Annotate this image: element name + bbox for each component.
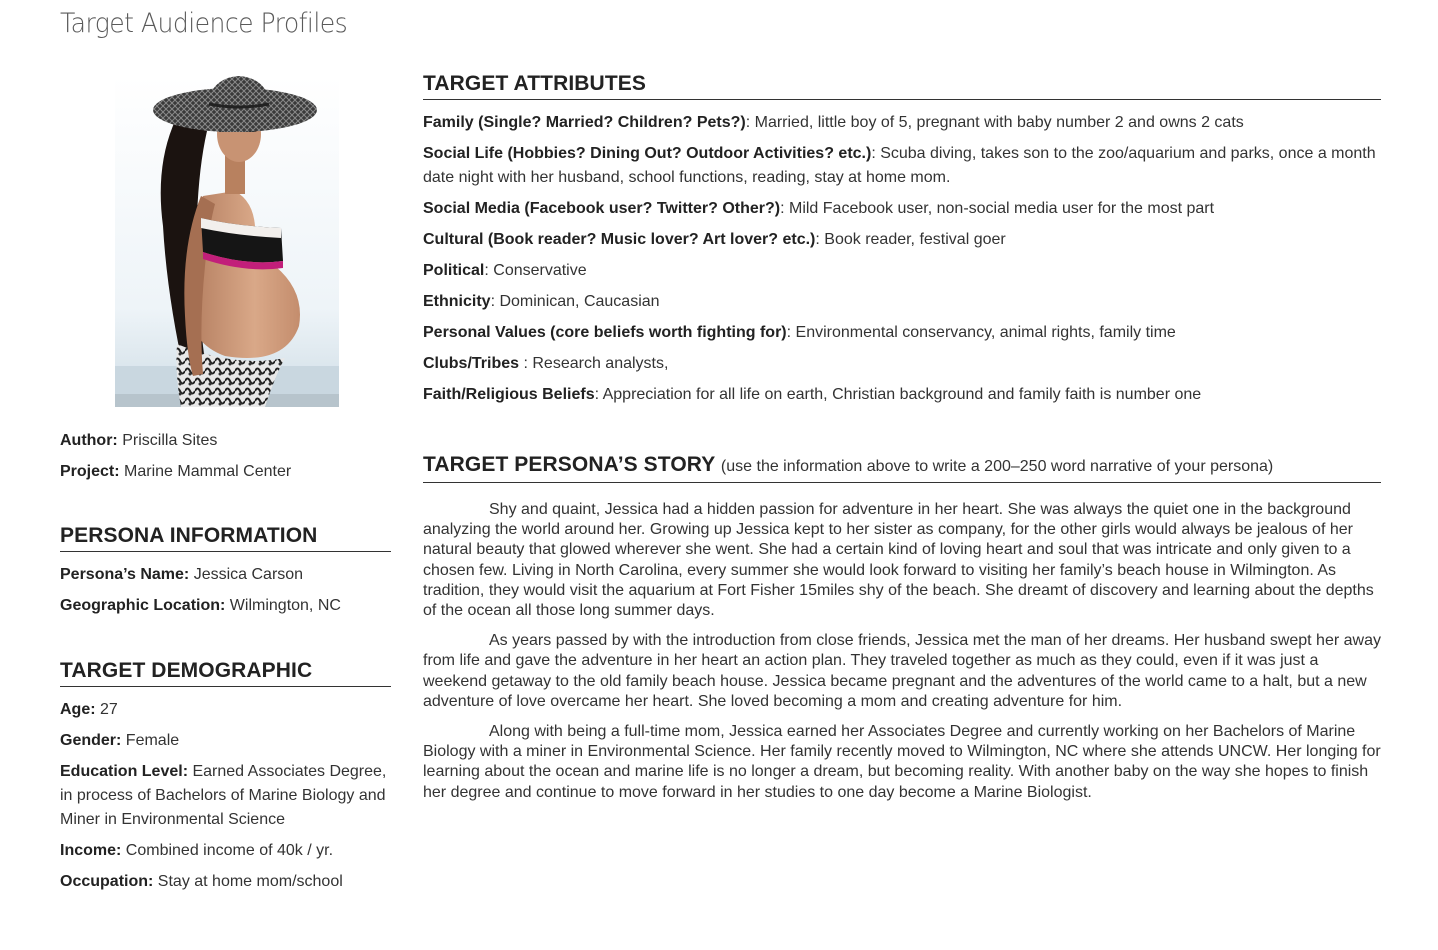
persona-information-section <box>60 523 391 625</box>
persona-name-value: Jessica Carson <box>193 566 304 583</box>
age-label: Age: <box>60 701 96 718</box>
education-level-value: Earned Associates Degree, in process of Bachelors of Marine Biology and Miner in Environmental Science <box>60 763 387 828</box>
target-attributes-section <box>423 71 1381 414</box>
education-level-field <box>60 760 391 832</box>
gender-value: Female <box>125 732 180 749</box>
attribute-value: Book reader, festival goer <box>819 231 1006 248</box>
attribute-clubs-tribes: Clubs/Tribes : Research analysts, <box>423 355 669 372</box>
age-field <box>60 698 391 722</box>
target-demographic-section <box>60 658 391 901</box>
story-paragraph: Shy and quaint, Jessica had a hidden passion for adventure in her heart. She was always the quiet one in the background analyzing the world around her. Growing up Jessica kept to her sister as company, for the other girls would always be jealous of her natural beauty that glowed wherever she went. She had a certain kind of loving heart and soul that was intricate and only given to a chosen few. Living in North Carolina, every summer she would look forward to visiting her family’s beach house in Wilmington. As tradition, they would visit the aquarium at Fort Fisher 15miles shy of the beach. She dreamt of discovery and learning about the depths of the ocean all those long summer days. <box>423 501 1374 620</box>
project-label: Project: <box>60 463 120 480</box>
attribute-label: Ethnicity <box>423 293 491 310</box>
persona-name-field <box>60 563 391 587</box>
attribute-ethnicity: Ethnicity: Dominican, Caucasian <box>423 293 660 310</box>
persona-story-instructions: (use the information above to write a 200–250 word narrative of your persona) <box>720 458 1274 475</box>
persona-name-label: Persona’s Name: <box>60 566 190 583</box>
attribute-value: Environmental conservancy, animal rights, family time <box>791 324 1176 341</box>
target-attributes-heading: TARGET ATTRIBUTES <box>423 71 1381 100</box>
income-value: Combined income of 40k / yr. <box>125 842 334 859</box>
attribute-social-life: Social Life (Hobbies? Dining Out? Outdoor Activities? etc.): Scuba diving, takes son to the zoo/aquarium and parks, once a month date night with her husband, school functions, reading, stay at home mom. <box>423 145 1376 186</box>
attribute-value: Conservative <box>488 262 587 279</box>
story-paragraph: As years passed by with the introduction from close friends, Jessica met the man of her dreams. Her husband swept her away from life and gave the adventure in her heart an action plan. They traveled together as much as they could, even if it was just a weekend getaway to the old family beach house. Jessica became pregnant and the adventures of the world came to a halt, but a new adventure of love overcame her heart. She loved becoming a mom and creating adventure for him. <box>423 632 1381 710</box>
attribute-label: Cultural (Book reader? Music lover? Art lover? etc.) <box>423 231 816 248</box>
income-label: Income: <box>60 842 122 859</box>
attribute-family: Family (Single? Married? Children? Pets?): Married, little boy of 5, pregnant with baby number 2 and owns 2 cats <box>423 114 1244 131</box>
gender-label: Gender: <box>60 732 122 749</box>
geographic-location-field <box>60 594 391 618</box>
persona-story-section <box>423 452 1381 813</box>
project-field <box>60 460 391 484</box>
author-field <box>60 429 391 453</box>
geographic-location-value: Wilmington, NC <box>229 597 341 614</box>
age-value: 27 <box>100 701 118 718</box>
attribute-value: Research analysts, <box>527 355 669 372</box>
attribute-personal-values: Personal Values (core beliefs worth fighting for): Environmental conservancy, animal rights, family time <box>423 324 1176 341</box>
income-field <box>60 839 391 863</box>
attribute-label: Clubs/Tribes <box>423 355 520 372</box>
attribute-value: Mild Facebook user, non-social media user for the most part <box>784 200 1215 217</box>
persona-information-heading: PERSONA INFORMATION <box>60 523 391 552</box>
project-value: Marine Mammal Center <box>124 463 292 480</box>
attribute-political: Political: Conservative <box>423 262 587 279</box>
attribute-cultural: Cultural (Book reader? Music lover? Art lover? etc.): Book reader, festival goer <box>423 231 1006 248</box>
attribute-value: Dominican, Caucasian <box>495 293 660 310</box>
persona-photo <box>115 76 339 407</box>
target-demographic-heading: TARGET DEMOGRAPHIC <box>60 658 391 687</box>
attribute-value: Appreciation for all life on earth, Christian background and family faith is number one <box>599 386 1202 403</box>
attribute-faith: Faith/Religious Beliefs: Appreciation for all life on earth, Christian background and family faith is number one <box>423 386 1202 403</box>
attribute-label: Political <box>423 262 485 279</box>
author-project-block <box>60 429 391 491</box>
persona-story-title: TARGET PERSONA’S STORY <box>423 453 715 476</box>
gender-field <box>60 729 391 753</box>
attribute-value: Scuba diving, takes son to the zoo/aquarium and parks, once a month date night with her husband, school functions, reading, stay at home mom. <box>423 145 1376 186</box>
persona-story-heading <box>423 452 1381 483</box>
occupation-value: Stay at home mom/school <box>157 873 343 890</box>
attribute-label: Faith/Religious Beliefs <box>423 386 595 403</box>
page-title: Target Audience Profiles <box>60 8 348 39</box>
author-label: Author: <box>60 432 118 449</box>
occupation-field <box>60 870 391 894</box>
geographic-location-label: Geographic Location: <box>60 597 226 614</box>
attribute-value: Married, little boy of 5, pregnant with baby number 2 and owns 2 cats <box>750 114 1244 131</box>
attribute-label: Family (Single? Married? Children? Pets?) <box>423 114 746 131</box>
attribute-label: Social Life (Hobbies? Dining Out? Outdoor Activities? etc.) <box>423 145 872 162</box>
attribute-label: Social Media (Facebook user? Twitter? Other?) <box>423 200 781 217</box>
attribute-social-media: Social Media (Facebook user? Twitter? Other?): Mild Facebook user, non-social media user for the most part <box>423 200 1215 217</box>
story-paragraph: Along with being a full-time mom, Jessica earned her Associates Degree and currently working on her Bachelors of Marine Biology with a miner in Environmental Science. Her family recently moved to Wilmington, NC where she attends UNCW. Her longing for learning about the ocean and marine life is no longer a dream, but becoming reality. With another baby on the way she hopes to finish her degree and continue to move forward in her studies to one day become a Marine Biologist. <box>423 723 1381 801</box>
attribute-label: Personal Values (core beliefs worth fighting for) <box>423 324 787 341</box>
author-value: Priscilla Sites <box>122 432 218 449</box>
education-level-label: Education Level: <box>60 763 189 780</box>
occupation-label: Occupation: <box>60 873 154 890</box>
